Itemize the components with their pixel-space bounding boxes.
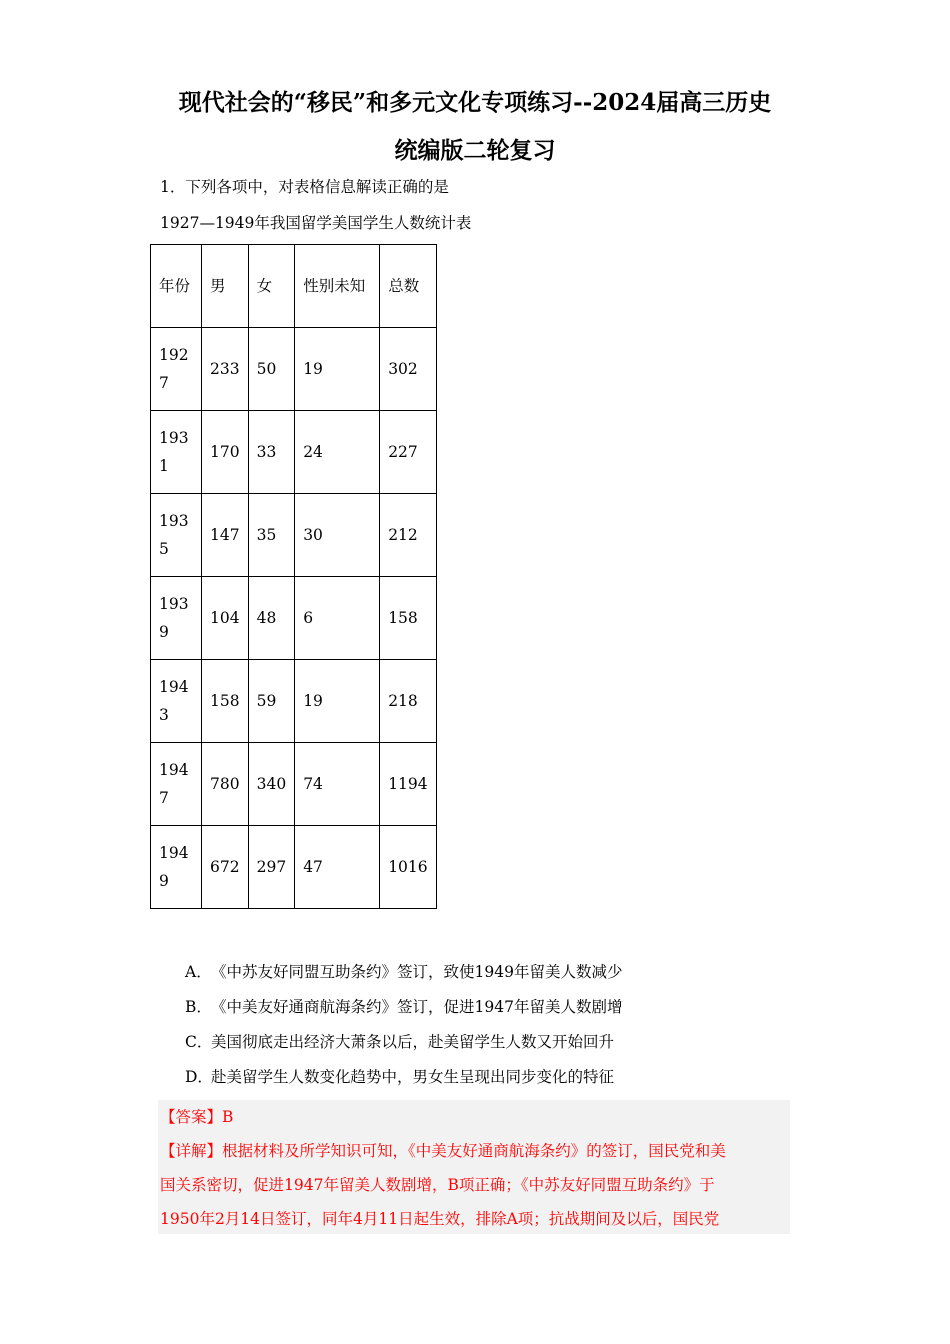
table-caption: 1927—1949年我国留学美国学生人数统计表 (160, 214, 472, 232)
option-letter: C． (185, 1033, 213, 1051)
cell-female: 59 (248, 660, 295, 743)
option-a (185, 960, 622, 995)
cell-unknown: 6 (295, 577, 380, 660)
table-row (151, 826, 437, 909)
option-letter: B． (185, 998, 212, 1016)
cell-year: 1927 (151, 328, 202, 411)
cell-total: 227 (380, 411, 436, 494)
table-header-row (151, 245, 437, 328)
cell-total: 1194 (380, 743, 436, 826)
cell-year: 1939 (151, 577, 202, 660)
option-letter: A． (185, 963, 212, 981)
table-row (151, 577, 437, 660)
table-row (151, 494, 437, 577)
document-title-line-1: 现代社会的“移民”和多元文化专项练习--2024届高三历史 (178, 89, 772, 116)
option-b (185, 995, 622, 1030)
cell-total: 212 (380, 494, 436, 577)
header-female: 女 (248, 245, 295, 328)
cell-female: 33 (248, 411, 295, 494)
cell-year: 1949 (151, 826, 202, 909)
cell-total: 302 (380, 328, 436, 411)
option-d (185, 1065, 622, 1100)
cell-total: 218 (380, 660, 436, 743)
cell-unknown: 19 (295, 660, 380, 743)
answer-line: 【答案】B (160, 1108, 234, 1126)
cell-male: 104 (202, 577, 249, 660)
cell-female: 48 (248, 577, 295, 660)
cell-female: 35 (248, 494, 295, 577)
cell-total: 158 (380, 577, 436, 660)
cell-male: 158 (202, 660, 249, 743)
cell-male: 672 (202, 826, 249, 909)
header-male: 男 (202, 245, 249, 328)
explanation-line: 1950年2月14日签订，同年4月11日起生效，排除A项；抗战期间及以后，国民党 (160, 1210, 720, 1228)
cell-unknown: 24 (295, 411, 380, 494)
header-unknown-gender: 性别未知 (295, 245, 380, 328)
cell-female: 50 (248, 328, 295, 411)
option-text: 《中美友好通商航海条约》签订，促进1947年留美人数剧增 (211, 998, 623, 1016)
cell-male: 147 (202, 494, 249, 577)
cell-year: 1943 (151, 660, 202, 743)
answer-options (185, 960, 622, 1100)
cell-unknown: 47 (295, 826, 380, 909)
option-c (185, 1030, 622, 1065)
table-row (151, 411, 437, 494)
statistics-table (150, 244, 437, 909)
cell-year: 1931 (151, 411, 202, 494)
cell-male: 780 (202, 743, 249, 826)
cell-total: 1016 (380, 826, 436, 909)
document-title-line-2: 统编版二轮复习 (394, 137, 556, 164)
cell-female: 297 (248, 826, 295, 909)
explanation-line: 国关系密切，促进1947年留美人数剧增，B项正确；《中苏友好同盟互助条约》于 (160, 1176, 715, 1194)
option-text: 美国彻底走出经济大萧条以后，赴美留学生人数又开始回升 (211, 1033, 615, 1051)
cell-unknown: 74 (295, 743, 380, 826)
header-year: 年份 (151, 245, 202, 328)
table-row (151, 328, 437, 411)
cell-male: 170 (202, 411, 249, 494)
answer-explanation-box (158, 1100, 790, 1234)
header-total: 总数 (380, 245, 436, 328)
table-row (151, 743, 437, 826)
cell-female: 340 (248, 743, 295, 826)
table-row (151, 660, 437, 743)
option-letter: D． (185, 1068, 213, 1086)
option-text: 《中苏友好同盟互助条约》签订，致使1949年留美人数减少 (211, 963, 623, 981)
cell-male: 233 (202, 328, 249, 411)
question-stem: 1．下列各项中，对表格信息解读正确的是 (160, 178, 449, 196)
option-text: 赴美留学生人数变化趋势中，男女生呈现出同步变化的特征 (211, 1068, 615, 1086)
cell-unknown: 19 (295, 328, 380, 411)
explanation-line: 【详解】根据材料及所学知识可知，《中美友好通商航海条约》的签订，国民党和美 (160, 1142, 726, 1160)
cell-year: 1935 (151, 494, 202, 577)
cell-unknown: 30 (295, 494, 380, 577)
cell-year: 1947 (151, 743, 202, 826)
